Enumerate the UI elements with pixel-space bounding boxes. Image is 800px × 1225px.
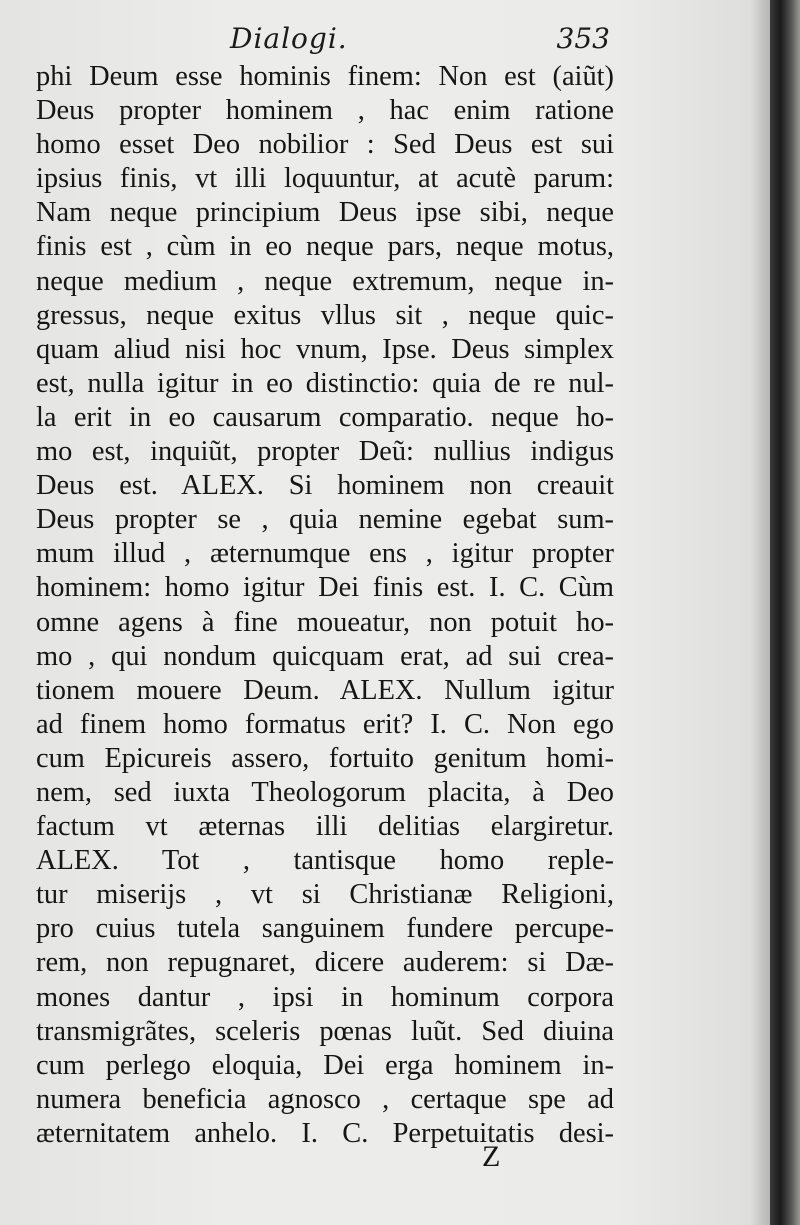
text-line: rem, non repugnaret, dicere auderem: si Dæ- (36, 947, 614, 979)
text-line: transmigrãtes, sceleris pœnas luũt. Sed diuina (36, 1015, 614, 1047)
text-line: tionem mouere Deum. ALEX. Nullum igitur (36, 674, 614, 706)
text-line: numera beneficia agnosco , certaque spe ad (36, 1083, 614, 1115)
text-line: mones dantur , ipsi in hominum corpora (36, 981, 614, 1013)
running-head: Dialogi. (230, 22, 348, 55)
text-line: ALEX. Tot , tantisque homo reple- (36, 845, 614, 877)
text-line: tur miserijs , vt si Christianæ Religioni, (36, 879, 614, 911)
text-line: phi Deum esse hominis finem: Non est (aiũt) (36, 61, 614, 92)
text-line: est, nulla igitur in eo distinctio: quia de re nul- (36, 367, 614, 399)
text-line: Deus est. ALEX. Si hominem non creauit (36, 470, 614, 502)
text-line: cum perlego eloquia, Dei erga hominem in- (36, 1049, 614, 1081)
text-line: factum vt æternas illi delitias elargiretur. (36, 811, 614, 843)
text-line: Deus propter hominem , hac enim ratione (36, 95, 614, 127)
text-line: mo , qui nondum quicquam erat, ad sui crea- (36, 640, 614, 672)
signature-mark: Z (482, 1140, 501, 1173)
text-line: cum Epicureis assero, fortuito genitum homi- (36, 742, 614, 774)
text-line: quam aliud nisi hoc vnum, Ipse. Deus simplex (36, 333, 614, 365)
page-header (40, 22, 610, 62)
text-line: finis est , cùm in eo neque pars, neque motus, (36, 231, 614, 263)
text-line: ipsius finis, vt illi loquuntur, at acutè parum: (36, 163, 614, 195)
book-spine-edge (770, 0, 800, 1225)
text-line: mo est, inquiũt, propter Deũ: nullius indigus (36, 436, 614, 468)
text-line: mum illud , æternumque ens , igitur propter (36, 538, 614, 570)
text-line: neque medium , neque extremum, neque in- (36, 265, 614, 297)
text-line: nem, sed iuxta Theologorum placita, à Deo (36, 776, 614, 808)
text-line: Deus propter se , quia nemine egebat sum- (36, 504, 614, 536)
text-line: homo esset Deo nobilior : Sed Deus est sui (36, 129, 614, 161)
text-line: omne agens à fine moueatur, non potuit ho- (36, 606, 614, 638)
text-line: pro cuius tutela sanguinem fundere percupe- (36, 913, 614, 945)
text-line: Nam neque principium Deus ipse sibi, neque (36, 197, 614, 229)
text-line: gressus, neque exitus vllus sit , neque quic- (36, 299, 614, 331)
text-line: æternitatem anhelo. I. C. Perpetuitatis desi- (36, 1117, 614, 1149)
body-text (36, 60, 614, 1151)
text-line: hominem: homo igitur Dei finis est. I. C. Cùm (36, 572, 614, 604)
text-line: la erit in eo causarum comparatio. neque ho- (36, 401, 614, 433)
page-number: 353 (556, 22, 610, 55)
gutter-shadow (750, 0, 770, 1225)
text-line: ad finem homo formatus erit? I. C. Non ego (36, 708, 614, 740)
